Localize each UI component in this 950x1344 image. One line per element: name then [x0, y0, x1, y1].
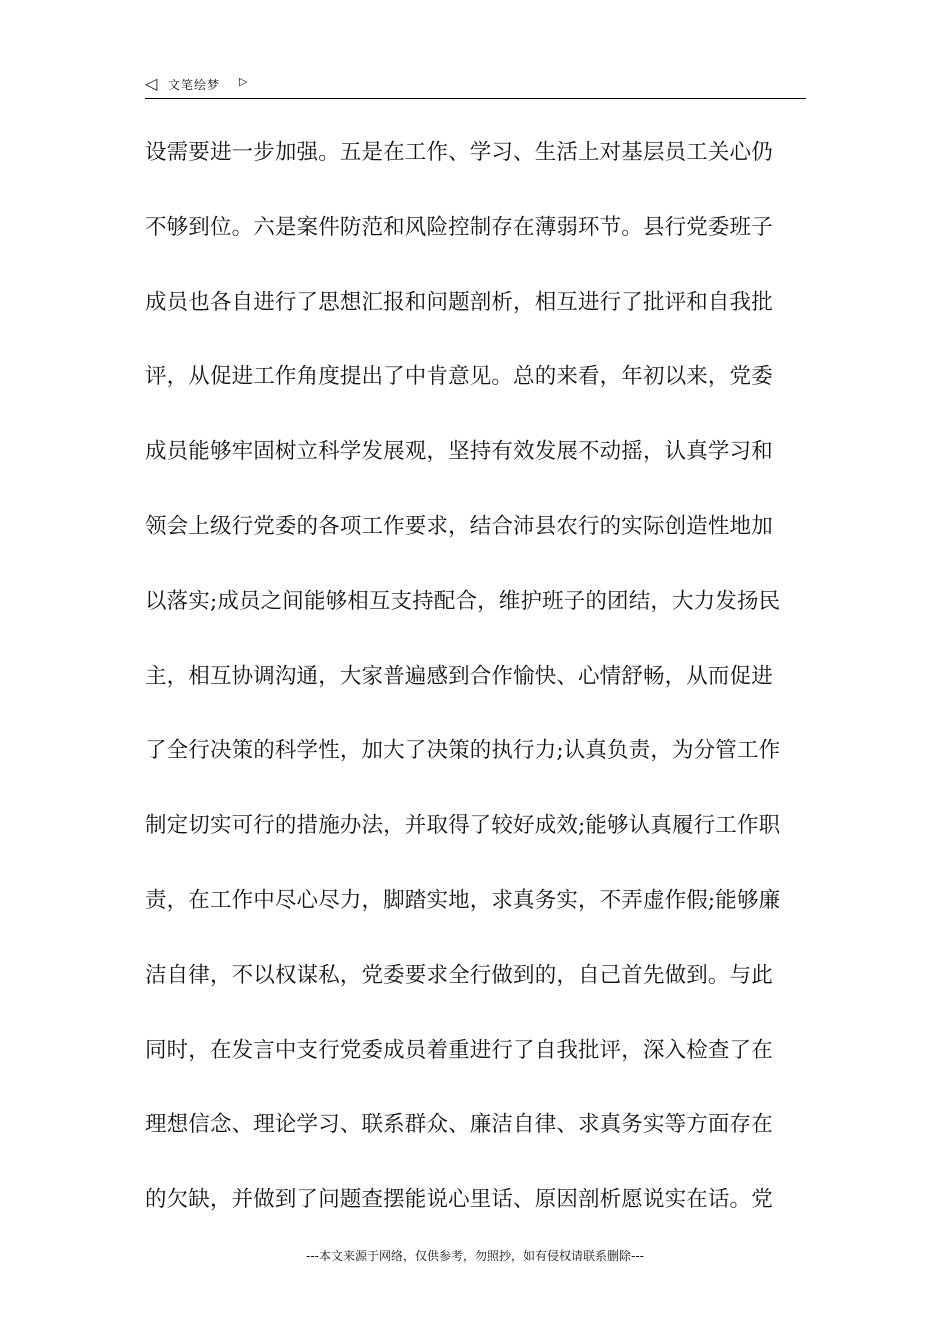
document-body	[145, 132, 807, 1254]
triangle-left-icon: ◁	[145, 74, 158, 93]
text-line: 同时，在发言中支行党委成员着重进行了自我批评，深入检查了在	[145, 1037, 773, 1063]
text-line: 主，相互协调沟通，大家普遍感到合作愉快、心情舒畅，从而促进	[145, 663, 773, 689]
triangle-right-icon: ▷	[239, 75, 248, 88]
header-title: 文笔绘梦	[168, 78, 221, 92]
text-line: 评，从促进工作角度提出了中肯意见。总的来看，年初以来，党委	[145, 364, 773, 390]
text-line: 不够到位。六是案件防范和风险控制存在薄弱环节。县行党委班子	[145, 214, 773, 240]
text-line: 理想信念、理论学习、联系群众、廉洁自律、求真务实等方面存在	[145, 1112, 773, 1138]
text-line: 设需要进一步加强。五是在工作、学习、生活上对基层员工关心仍	[145, 140, 773, 165]
text-line: 责，在工作中尽心尽力，脚踏实地，求真务实，不弄虚作假;能够廉	[145, 887, 781, 913]
text-line: 制定切实可行的措施办法，并取得了较好成效;能够认真履行工作职	[145, 813, 781, 839]
text-line: 以落实;成员之间能够相互支持配合，维护班子的团结，大力发扬民	[145, 588, 781, 614]
text-line: 洁自律，不以权谋私，党委要求全行做到的，自己首先做到。与此	[145, 962, 773, 988]
text-line: 的欠缺，并做到了问题查摆能说心里话、原因剖析愿说实在话。党	[145, 1187, 773, 1213]
text-line: 成员能够牢固树立科学发展观，坚持有效发展不动摇，认真学习和	[145, 439, 773, 465]
page-header	[145, 74, 806, 99]
text-line: 领会上级行党委的各项工作要求，结合沛县农行的实际创造性地加	[145, 513, 773, 539]
page-footer-disclaimer: ---本文来源于网络，仅供参考，勿照抄，如有侵权请联系删除---	[306, 1249, 644, 1263]
text-line: 了全行决策的科学性，加大了决策的执行力;认真负责，为分管工作	[145, 738, 781, 764]
text-line: 成员也各自进行了思想汇报和问题剖析，相互进行了批评和自我批	[145, 289, 773, 315]
